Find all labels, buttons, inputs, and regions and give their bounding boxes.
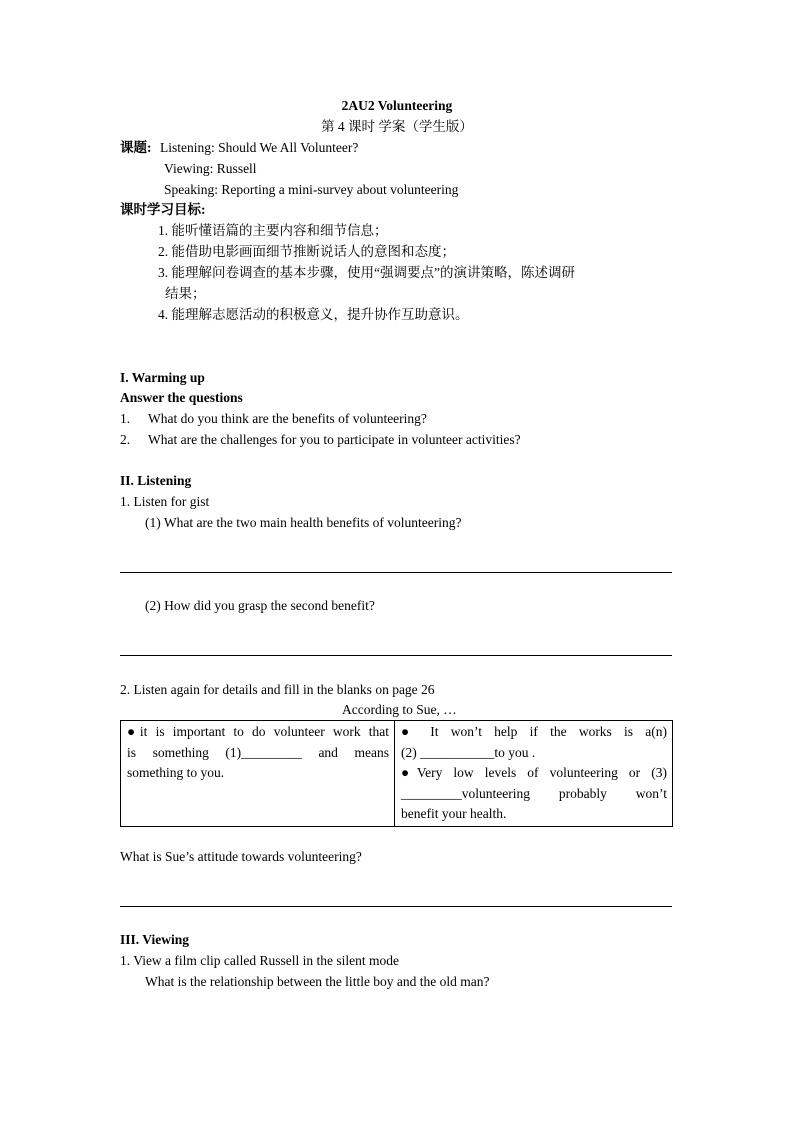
- objective-item: 4. 能理解志愿活动的积极意义，提升协作互助意识。: [158, 307, 469, 322]
- topic-viewing: Viewing: Russell: [164, 161, 257, 176]
- table-cell-line: ● It won’t help if the works is a(n): [401, 724, 667, 739]
- objective-item: 1. 能听懂语篇的主要内容和细节信息；: [158, 223, 388, 238]
- viewing-task: 1. View a film clip called Russell in the silent mode: [120, 953, 400, 968]
- table-cell-line: benefit your health.: [401, 806, 507, 821]
- objective-item: 2. 能借助电影画面细节推断说话人的意图和态度；: [158, 244, 455, 259]
- table-cell-right[interactable]: [395, 721, 673, 827]
- warming-question: What do you think are the benefits of volunteering?: [148, 411, 427, 426]
- listening-task: 2. Listen again for details and fill in the blanks on page 26: [120, 682, 435, 697]
- listening-task: 1. Listen for gist: [120, 494, 210, 509]
- table-cell-line: _________volunteering probably won’t: [401, 785, 667, 801]
- answer-line[interactable]: [120, 655, 672, 656]
- topic-speaking: Speaking: Reporting a mini-survey about volunteering: [164, 182, 459, 197]
- objectives-label: 课时学习目标:: [120, 202, 206, 217]
- question-number: 1.: [120, 411, 131, 426]
- attitude-question: What is Sue’s attitude towards volunteering?: [120, 849, 362, 864]
- document-title: 2AU2 Volunteering: [341, 98, 453, 113]
- answer-line[interactable]: [120, 572, 672, 573]
- section-heading-listening: II. Listening: [120, 473, 192, 488]
- according-caption: According to Sue, …: [342, 702, 457, 717]
- objective-item-continued: 结果；: [165, 286, 206, 301]
- table-row: [121, 721, 673, 827]
- question-number: 2.: [120, 432, 131, 447]
- table-cell-left[interactable]: [121, 721, 395, 827]
- listening-question: (1) What are the two main health benefits of volunteering?: [145, 515, 462, 530]
- table-cell-line: (2) ___________to you .: [401, 744, 536, 760]
- answer-line[interactable]: [120, 906, 672, 907]
- section-heading-viewing: III. Viewing: [120, 932, 190, 947]
- listening-question: (2) How did you grasp the second benefit?: [145, 598, 375, 613]
- warming-question: What are the challenges for you to participate in volunteer activities?: [148, 432, 521, 447]
- table-cell-line: something to you.: [127, 765, 225, 780]
- viewing-question: What is the relationship between the little boy and the old man?: [145, 974, 490, 989]
- table-cell-line: ●it is important to do volunteer work that: [127, 724, 389, 739]
- fill-in-table: [120, 720, 673, 827]
- table-cell-line: is something (1)_________ and means: [127, 744, 389, 760]
- topic-label: 课题:: [120, 140, 152, 155]
- document-subtitle: 第 4 课时 学案（学生版）: [321, 119, 473, 134]
- table-cell-line: ●Very low levels of volunteering or (3): [401, 765, 667, 780]
- section-heading-warming-up: I. Warming up: [120, 370, 205, 385]
- warming-subheading: Answer the questions: [120, 390, 243, 405]
- objective-item: 3. 能理解问卷调查的基本步骤，使用“强调要点”的演讲策略，陈述调研: [158, 265, 575, 280]
- topic-listening: Listening: Should We All Volunteer?: [160, 140, 359, 155]
